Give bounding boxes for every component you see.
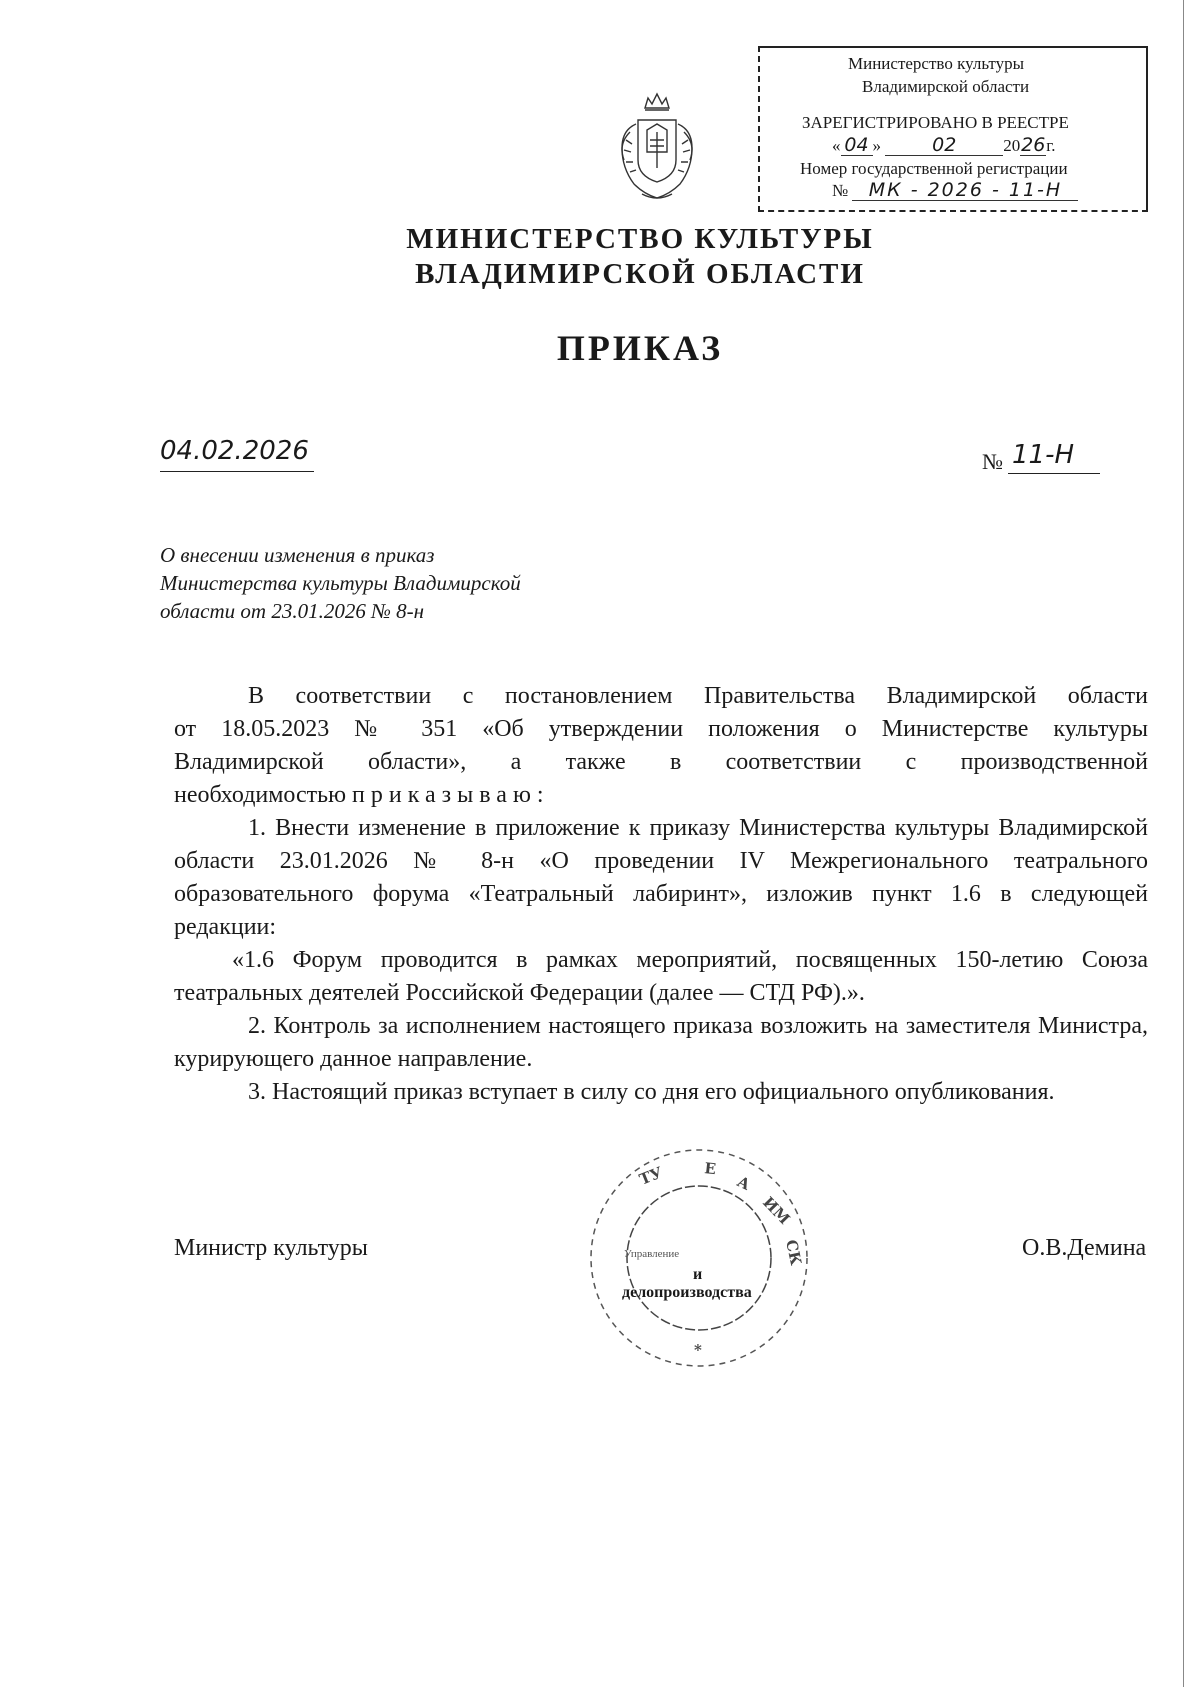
stamp-date-open-quote: «	[832, 136, 841, 155]
order-date: 04.02.2026	[160, 436, 309, 466]
subject-line3: области от 23.01.2026 № 8-н	[160, 599, 425, 623]
stamp-reg-number	[832, 181, 1078, 201]
seal-department: Управление	[624, 1248, 680, 1260]
svg-text:СК: СК	[782, 1238, 806, 1267]
stamp-registered-label: ЗАРЕГИСТРИРОВАНО В РЕЕСТРЕ	[802, 113, 1069, 132]
stamp-date-year-prefix: 20	[1003, 136, 1021, 155]
intro-necessity: необходимостью	[174, 782, 347, 808]
intro-line3: Владимирской области», а также в соответствии с производственной	[174, 749, 1148, 775]
svg-text:Е: Е	[703, 1159, 717, 1179]
stamp-date-year: 26	[1021, 134, 1046, 156]
intro-order-word: приказываю:	[352, 782, 550, 808]
page-edge	[1183, 0, 1184, 1687]
stamp-ministry: Министерство культуры	[848, 54, 1025, 73]
intro-line4	[174, 779, 1148, 812]
subject-line2: Министерства культуры Владимирской	[160, 571, 521, 595]
seal-and: и	[693, 1266, 703, 1283]
order-number-underline	[1008, 473, 1100, 474]
subject-line1: О внесении изменения в приказ	[160, 543, 435, 567]
round-seal-icon	[586, 1145, 812, 1371]
order-date-underline	[160, 471, 314, 472]
svg-text:ТУ: ТУ	[636, 1163, 666, 1189]
ministry-title-line2: ВЛАДИМИРСКОЙ ОБЛАСТИ	[415, 258, 865, 290]
document-type: ПРИКАЗ	[556, 328, 724, 368]
order-subject	[160, 541, 521, 625]
stamp-date-year-end: г.	[1046, 136, 1056, 155]
stamp-reg-number-label: Номер государственной регистрации	[800, 159, 1068, 178]
stamp-date-day: 04	[841, 136, 873, 156]
item-1-quote: «1.6 Форум проводится в рамках мероприятий, посвященных 150-летию Союза театральных деятелей Российской Федерации (далее — СТД РФ).».	[174, 947, 1148, 1006]
signatory-title: Министр культуры	[174, 1235, 368, 1261]
order-body	[174, 680, 1148, 1109]
intro-line1: В соответствии с постановлением Правительства Владимирской области	[248, 683, 1148, 709]
order-number: 11-Н	[1012, 440, 1075, 470]
stamp-reg-number-sign: №	[832, 181, 849, 200]
seal-office: делопроизводства	[622, 1284, 752, 1301]
svg-text:*: *	[694, 1341, 702, 1359]
stamp-date-month: 02	[885, 136, 1003, 156]
item-3: 3. Настоящий приказ вступает в силу со дня его официального опубликования.	[248, 1079, 1055, 1105]
stamp-date	[832, 136, 1056, 156]
svg-text:А: А	[734, 1172, 754, 1194]
item-2: 2. Контроль за исполнением настоящего приказа возложить на заместителя Министра, курирующего данное направление.	[174, 1013, 1148, 1072]
stamp-date-close-quote: »	[872, 136, 881, 155]
intro-line2: от 18.05.2023 № 351 «Об утверждении положения о Министерстве культуры	[174, 716, 1148, 742]
item-1: 1. Внести изменение в приложение к приказу Министерства культуры Владимирской области 23.01.2026 № 8-н «О проведении IV Межрегионального театрального образовательного форума «Театральный лабиринт», изложив пункт 1.6 в следующей редакции:	[174, 815, 1148, 940]
ministry-title-line1: МИНИСТЕРСТВО КУЛЬТУРЫ	[406, 223, 874, 255]
order-number-label: №	[982, 449, 1003, 474]
svg-text:ИМ: ИМ	[759, 1193, 794, 1228]
ministry-title	[0, 222, 1200, 292]
stamp-reg-number-value: МК - 2026 - 11-Н	[852, 181, 1078, 201]
signatory-name: О.В.Демина	[1022, 1235, 1147, 1261]
coat-of-arms-icon	[612, 90, 702, 206]
stamp-region: Владимирской области	[862, 77, 1030, 96]
